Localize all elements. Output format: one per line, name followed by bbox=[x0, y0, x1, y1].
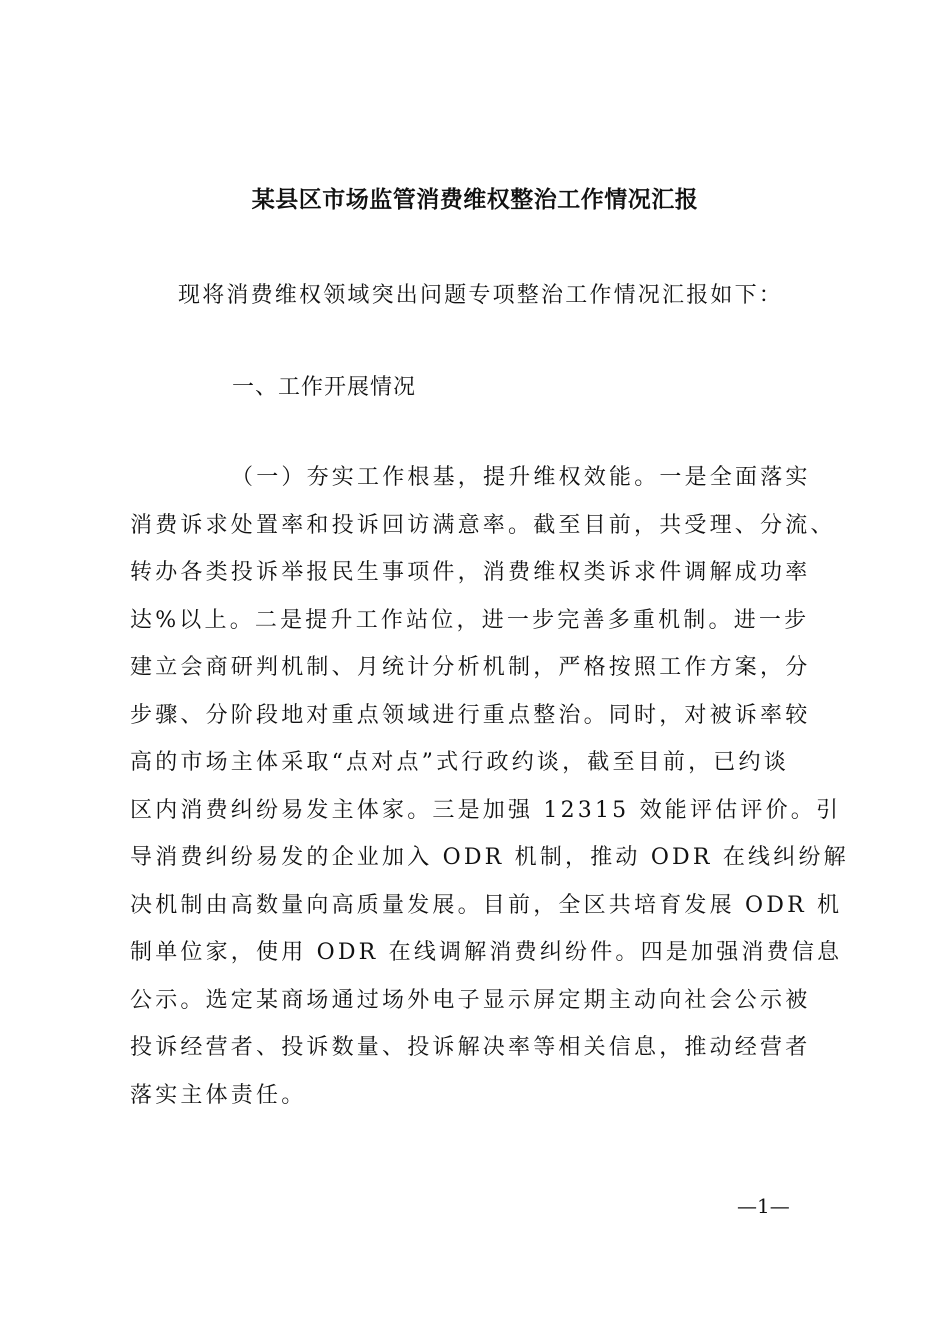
page-number: —1— bbox=[737, 1194, 790, 1218]
paragraph-line: 导消费纠纷易发的企业加入 ODR 机制，推动 ODR 在线纠纷解 bbox=[130, 845, 849, 870]
document-title: 某县区市场监管消费维权整治工作情况汇报 bbox=[251, 186, 699, 213]
body-paragraph bbox=[130, 460, 850, 1125]
paragraph-line: 达%以上。二是提升工作站位，进一步完善多重机制。进一步 bbox=[130, 607, 810, 633]
paragraph-line: 决机制由高数量向高质量发展。目前，全区共培育发展 ODR 机 bbox=[130, 892, 843, 918]
paragraph-line: 步骤、分阶段地对重点领域进行重点整治。同时，对被诉率较 bbox=[130, 702, 811, 728]
paragraph-line: 转办各类投诉举报民生事项件，消费维权类诉求件调解成功率 bbox=[130, 560, 811, 585]
paragraph-line: 制单位家，使用 ODR 在线调解消费纠纷件。四是加强消费信息 bbox=[130, 940, 843, 965]
paragraph-line: 高的市场主体采取“点对点”式行政约谈，截至目前，已约谈 bbox=[130, 750, 789, 775]
paragraph-line: 建立会商研判机制、月统计分析机制，严格按照工作方案，分 bbox=[130, 655, 811, 680]
section-heading: 一、工作开展情况 bbox=[232, 375, 417, 400]
paragraph-line: 投诉经营者、投诉数量、投诉解决率等相关信息，推动经营者 bbox=[130, 1035, 811, 1060]
paragraph-line: （一）夯实工作根基，提升维权效能。一是全面落实 bbox=[231, 465, 811, 490]
paragraph-line: 公示。选定某商场通过场外电子显示屏定期主动向社会公示被 bbox=[130, 987, 811, 1013]
paragraph-line: 消费诉求处置率和投诉回访满意率。截至目前，共受理、分流、 bbox=[130, 512, 836, 538]
paragraph-line: 区内消费纠纷易发主体家。三是加强 12315 效能评估评价。引 bbox=[130, 797, 842, 823]
intro-paragraph: 现将消费维权领域突出问题专项整治工作情况汇报如下： bbox=[178, 283, 784, 308]
paragraph-line: 落实主体责任。 bbox=[130, 1082, 307, 1108]
